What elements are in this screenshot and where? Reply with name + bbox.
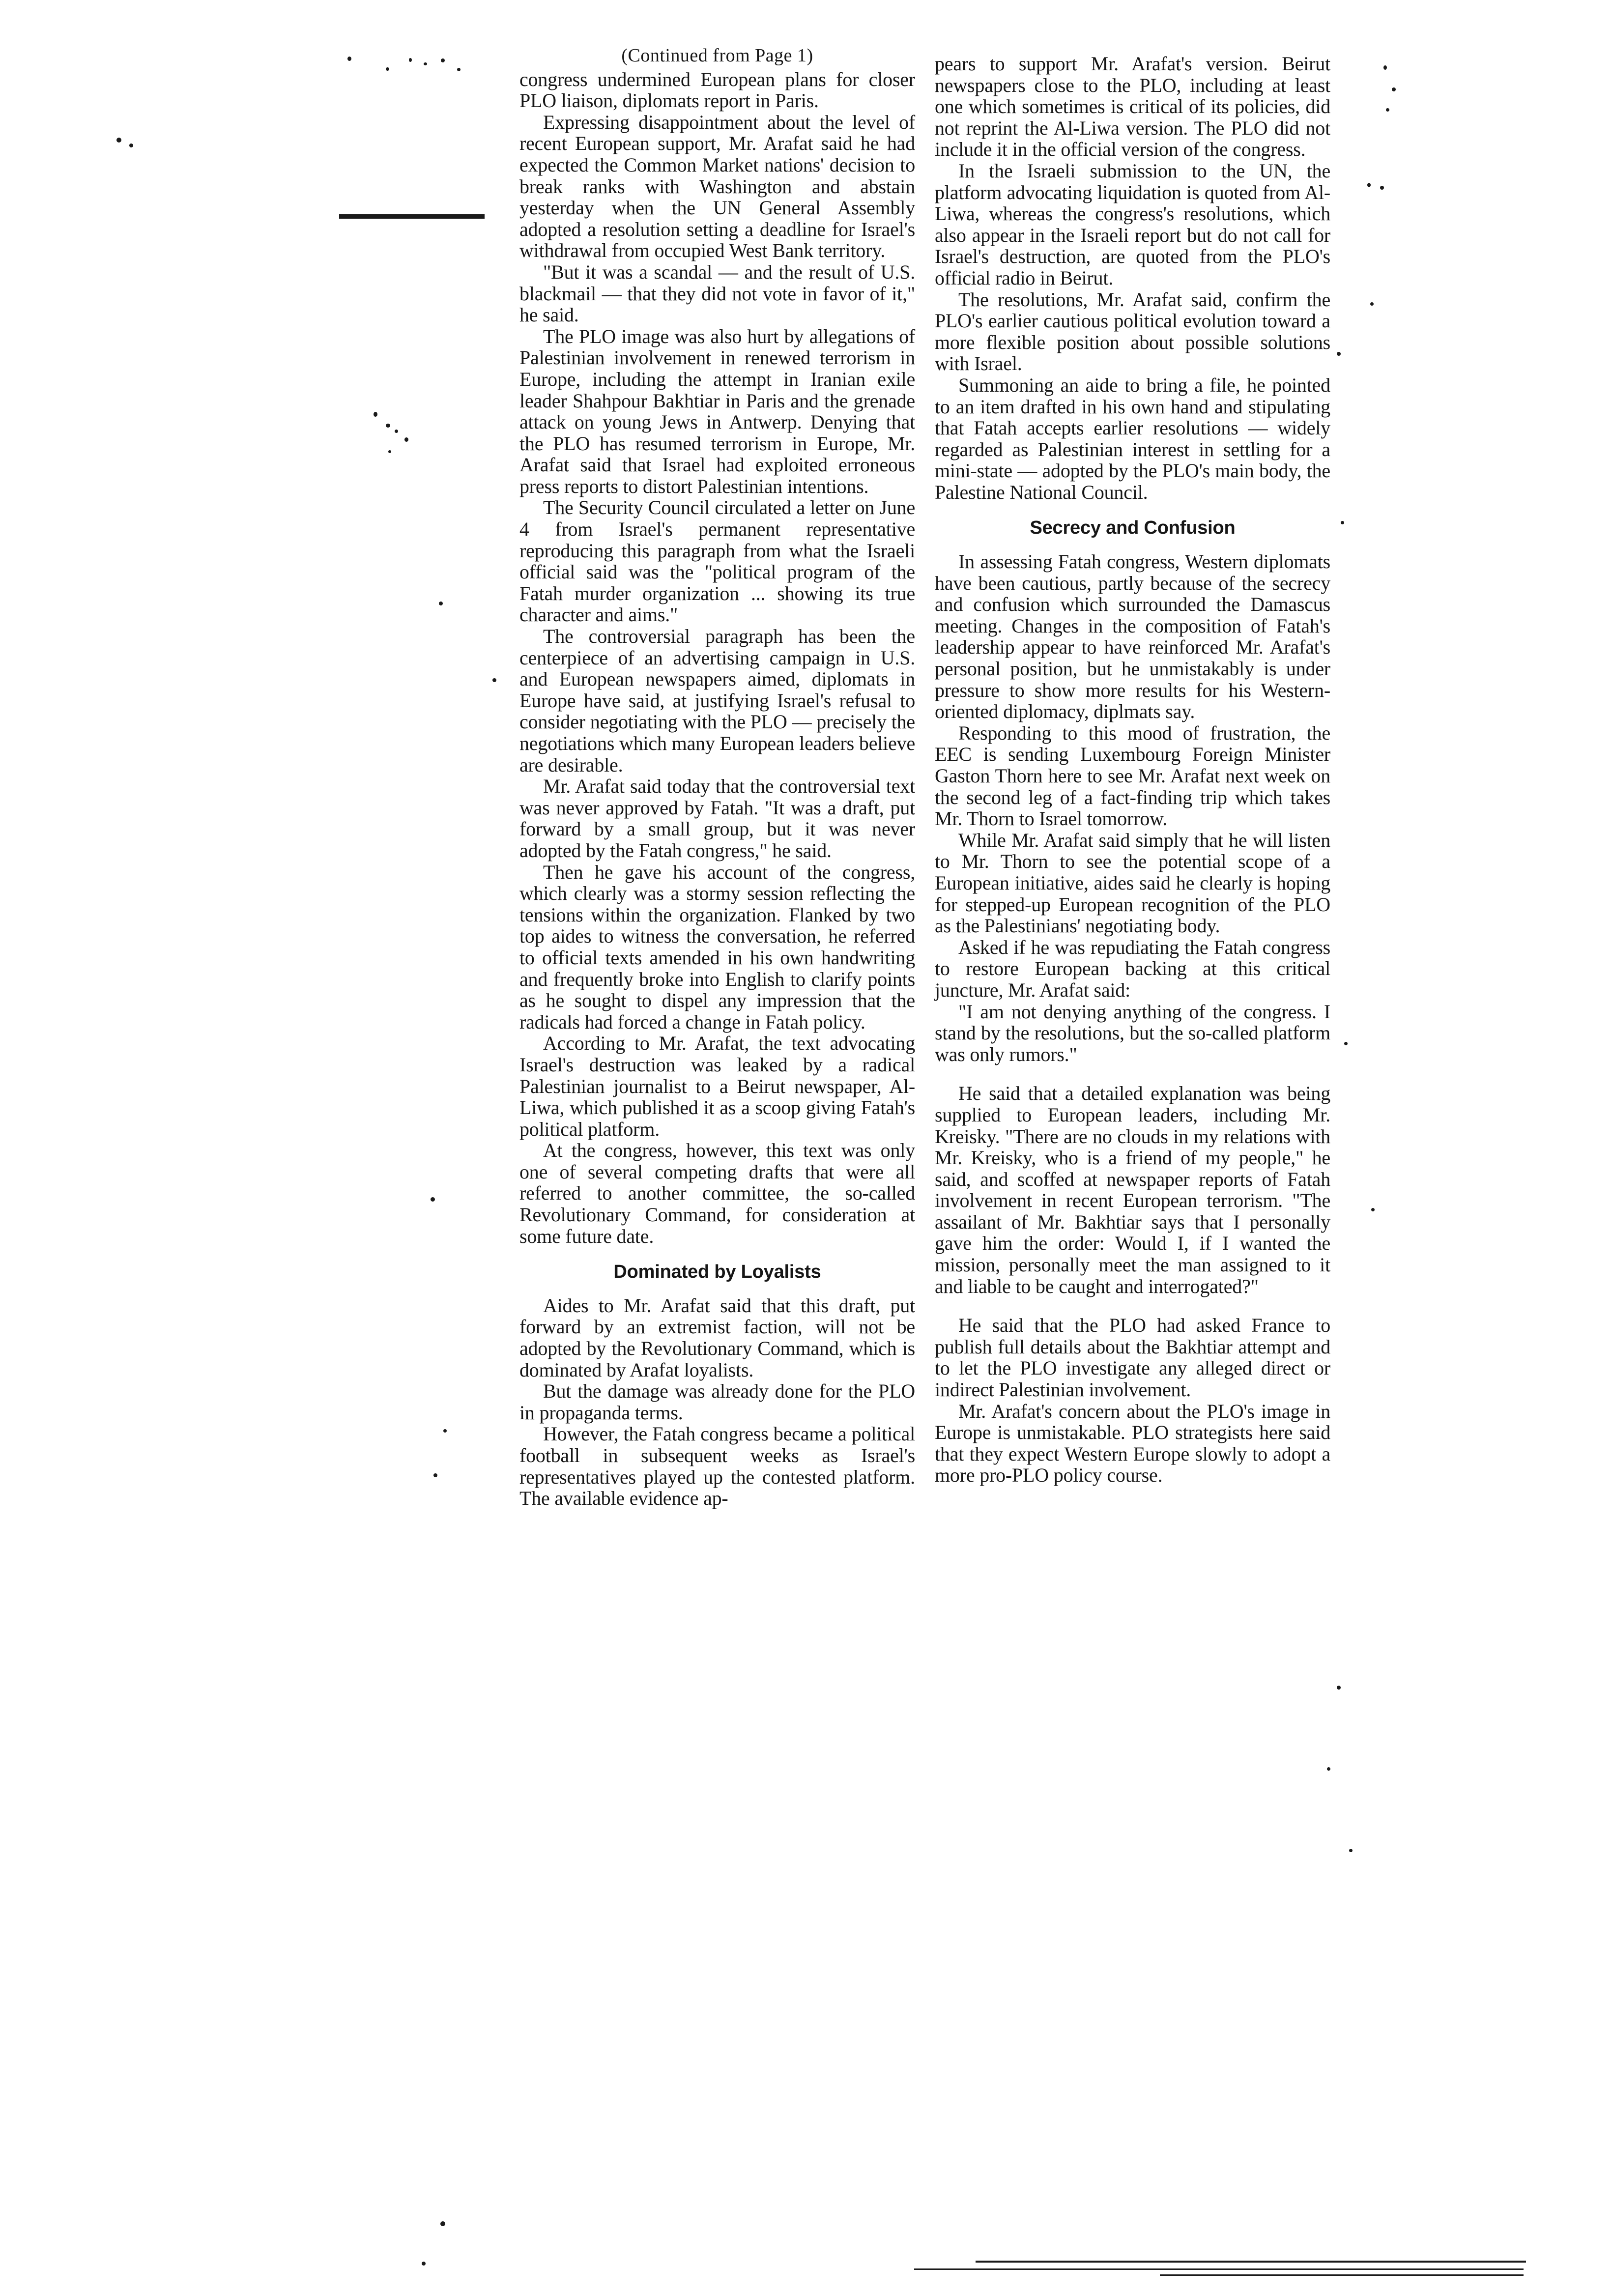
paragraph: At the congress, however, this text was only one of several competing drafts that were all referred to another committee, the so-called Revolutionary Command, for consideration at some future date. xyxy=(519,1139,915,1247)
paragraph: In assessing Fatah congress, Western diplomats have been cautious, partly because of the secrecy and confusion which surrounded the Damascus meeting. Changes in the composition of Fatah's leadership appear to have reinforced Mr. Arafat's personal position, but he unmistakably is under pressure to show more results for his Western-oriented diplomacy, diplmats say. xyxy=(935,550,1330,723)
paragraph: He said that the PLO had asked France to publish full details about the Bakhtiar attempt and to let the PLO investigate any alleged direct or indirect Palestinian involvement. xyxy=(935,1314,1330,1401)
paragraph: Mr. Arafat said today that the controversial text was never approved by Fatah. "It was a draft, put forward by a small group, but it was never adopted by the Fatah congress," he said. xyxy=(519,775,915,861)
left-column xyxy=(519,45,915,1509)
paragraph: Asked if he was repudiating the Fatah congress to restore European backing at this critical juncture, Mr. Arafat said: xyxy=(935,936,1330,1001)
subhead-dominated-by-loyalists: Dominated by Loyalists xyxy=(613,1262,821,1283)
paragraph: Then he gave his account of the congress, which clearly was a stormy session reflecting the tensions within the organization. Flanked by two top aides to witness the conversation, he referred to official texts amended in his own handwriting and frequently broke into English to clarify points as he sought to dispel any impression that the radicals had forced a change in Fatah policy. xyxy=(519,861,915,1033)
right-column xyxy=(935,53,1330,1486)
scan-dash-left xyxy=(339,214,485,219)
paragraph: In the Israeli submission to the UN, the platform advocating liquidation is quoted from Al-Liwa, whereas the congress's resolutions, which also appear in the Israeli report but do not call for Israel's destruction, are quoted from the PLO's official radio in Beirut. xyxy=(935,159,1330,289)
scan-rule-bottom xyxy=(976,2261,1526,2263)
paragraph: The resolutions, Mr. Arafat said, confirm the PLO's earlier cautious political evolution toward a more flexible position about possible solutions with Israel. xyxy=(935,288,1330,375)
paragraph: pears to support Mr. Arafat's version. Beirut newspapers close to the PLO, including at least one which sometimes is critical of its policies, did not reprint the Al-Liwa version. The PLO did not include it in the official version of the congress. xyxy=(935,53,1330,161)
paragraph: However, the Fatah congress became a political football in subsequent weeks as Israel's representatives played up the contested platform. The available evidence ap- xyxy=(519,1423,915,1510)
paragraph: According to Mr. Arafat, the text advocating Israel's destruction was leaked by a radical Palestinian journalist to a Beirut newspaper, Al-Liwa, which published it as a scoop giving Fatah's political platform. xyxy=(519,1032,915,1140)
paragraph: "I am not denying anything of the congress. I stand by the resolutions, but the so-called platform was only rumors." xyxy=(935,1000,1330,1065)
paragraph: But the damage was already done for the PLO in propaganda terms. xyxy=(519,1380,915,1424)
paragraph: The PLO image was also hurt by allegations of Palestinian involvement in renewed terrorism in Europe, including the attempt in Iranian exile leader Shahpour Bakhtiar in Paris and the grenade attack on young Jews in Antwerp. Denying that the PLO has resumed terrorism in Europe, Mr. Arafat said that Israel had exploited erroneous press reports to distort Palestinian intentions. xyxy=(519,325,915,497)
paragraph: Expressing disappointment about the level of recent European support, Mr. Arafat said he had expected the Common Market nations' decision to break ranks with Washington and abstain yesterday when the UN General Assembly adopted a resolution setting a deadline for Israel's withdrawal from occupied West Bank territory. xyxy=(519,111,915,262)
paragraph: The Security Council circulated a letter on June 4 from Israel's permanent representative reproducing this paragraph from what the Israeli official said was the "political program of the Fatah murder organization ... showing its true character and aims." xyxy=(519,496,915,626)
paragraph: The controversial paragraph has been the centerpiece of an advertising campaign in U.S. and European newspapers aimed, diplomats in Europe have said, at justifying Israel's refusal to consider negotiating with the PLO — precisely the negotiations which many European leaders believe are desirable. xyxy=(519,625,915,776)
paragraph: He said that a detailed explanation was being supplied to European leaders, including Mr. Kreisky. "There are no clouds in my relations with Mr. Kreisky, who is a friend of my people," he said, and scoffed at newspaper reports of Fatah involvement in recent European terrorism. "The assailant of Mr. Bakhtiar says that I personally gave him the order: Would I, if I wanted the mission, personally meet the man assigned to it and liable to be caught and interrogated?" xyxy=(935,1082,1330,1297)
paragraph: congress undermined European plans for closer PLO liaison, diplomats report in Paris. xyxy=(519,68,915,112)
paragraph: Mr. Arafat's concern about the PLO's image in Europe is unmistakable. PLO strategists here said that they expect Western Europe slowly to adopt a more pro-PLO policy course. xyxy=(935,1400,1330,1487)
scan-rule-bottom-2 xyxy=(914,2268,1524,2270)
scan-rule-bottom-3 xyxy=(1160,2274,1524,2276)
paragraph: "But it was a scandal — and the result of U.S. blackmail — that they did not vote in favor of it," he said. xyxy=(519,260,915,326)
paragraph: Summoning an aide to bring a file, he pointed to an item drafted in his own hand and stipulating that Fatah accepts earlier resolutions — widely regarded as Palestinian interest in settling for a mini-state — adopted by the PLO's main body, the Palestine National Council. xyxy=(935,373,1330,503)
paragraph: While Mr. Arafat said simply that he will listen to Mr. Thorn to see the potential scope of a European initiative, aides said he clearly is hoping for stepped-up European recognition of the PLO as the Palestinians' negotiating body. xyxy=(935,829,1330,937)
continued-from-label: (Continued from Page 1) xyxy=(621,45,813,66)
paragraph: Responding to this mood of frustration, the EEC is sending Luxembourg Foreign Minister Gaston Thorn here to see Mr. Arafat next week on the second leg of a fact-finding trip which takes Mr. Thorn to Israel tomorrow. xyxy=(935,721,1330,830)
subhead-secrecy-and-confusion: Secrecy and Confusion xyxy=(1030,517,1236,539)
paragraph: Aides to Mr. Arafat said that this draft, put forward by an extremist faction, will not be adopted by the Revolutionary Command, which is dominated by Arafat loyalists. xyxy=(519,1294,915,1381)
